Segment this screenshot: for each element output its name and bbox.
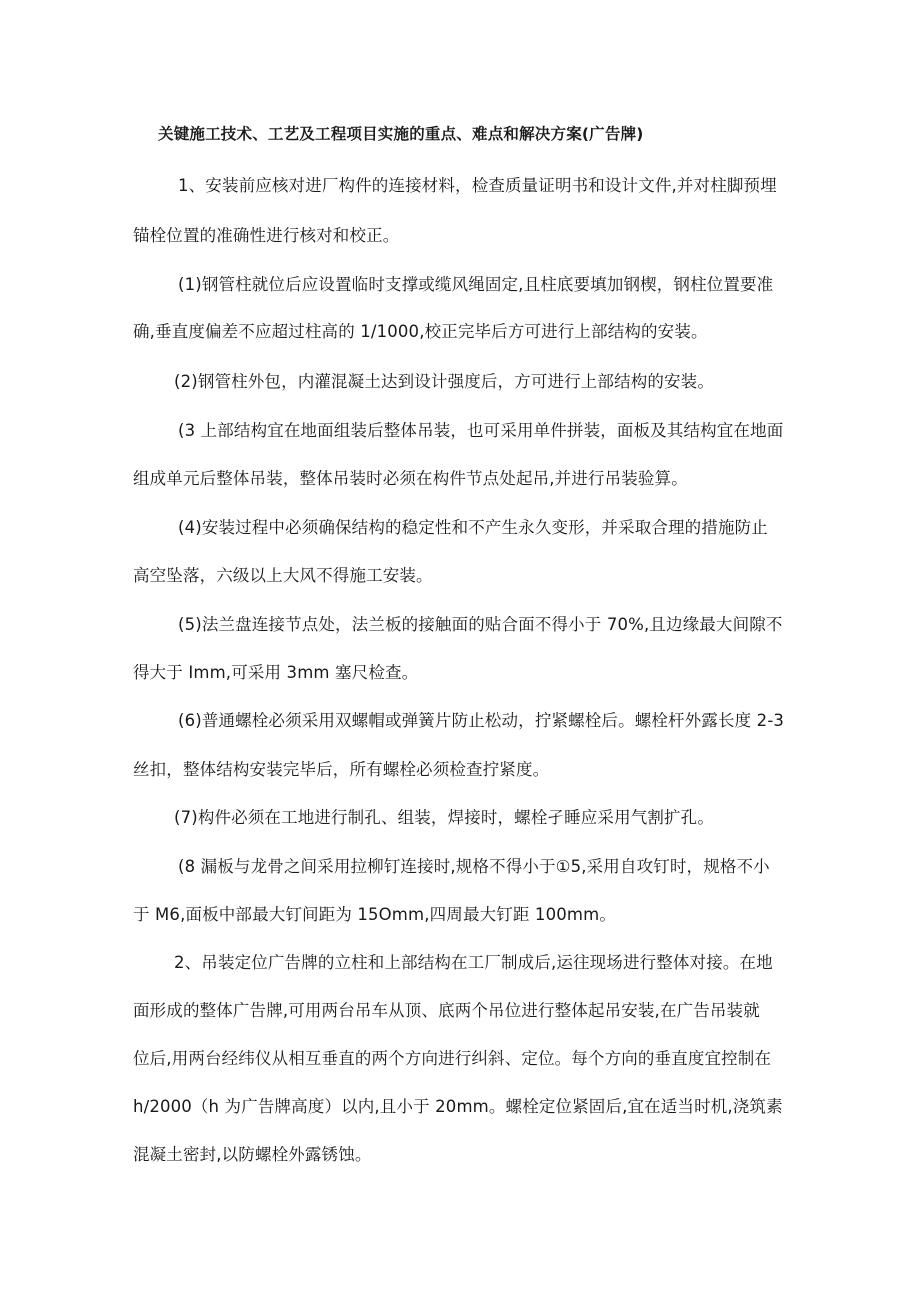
- document-title: 关键施工技术、工艺及工程项目实施的重点、难点和解决方案(广告牌): [158, 125, 644, 143]
- paragraph-line: 得大于 Imm,可采用 3mm 塞尺检查。: [133, 663, 419, 682]
- paragraph-line: 高空坠落，六级以上大风不得施工安装。: [133, 566, 433, 585]
- paragraph-line: 混凝土密封,以防螺栓外露锈蚀。: [133, 1145, 372, 1164]
- paragraph-line: (5)法兰盘连接节点处，法兰板的接触面的贴合面不得小于 70%,且边缘最大间隙不: [178, 615, 783, 634]
- paragraph-line: (1)钢管柱就位后应设置临时支撑或缆风绳固定,且柱底要填加钢楔，钢柱位置要准: [178, 275, 774, 294]
- paragraph-line: 于 M6,面板中部最大钉间距为 15Omm,四周最大钉距 100mm。: [133, 905, 616, 924]
- paragraph-line: 1、安装前应核对进厂构件的连接材料，检查质量证明书和设计文件,并对柱脚预埋: [178, 176, 777, 195]
- paragraph-line: 锚栓位置的准确性进行核对和校正。: [133, 226, 400, 245]
- paragraph-line: 丝扣，整体结构安装完毕后，所有螺栓必须检查拧紧度。: [133, 760, 550, 779]
- paragraph-line: 确,垂直度偏差不应超过柱高的 1/1000,校正完毕后方可进行上部结构的安装。: [133, 322, 708, 341]
- paragraph-line: (8 漏板与龙骨之间采用拉柳钉连接时,规格不得小于①5,采用自攻钉时，规格不小: [178, 857, 770, 876]
- paragraph-line: (4)安装过程中必须确保结构的稳定性和不产生永久变形，并采取合理的措施防止: [178, 518, 768, 537]
- paragraph-line: (7)构件必须在工地进行制孔、组装，焊接时，螺栓孑睡应采用气割扩孔。: [174, 808, 714, 827]
- paragraph-line: 面形成的整体广告牌,可用两台吊车从顶、底两个吊位进行整体起吊安装,在广告吊装就: [133, 1001, 760, 1020]
- paragraph-line: (6)普通螺栓必须采用双螺帽或弹簧片防止松动，拧紧螺栓后。螺栓杆外露长度 2-3: [178, 711, 785, 730]
- paragraph-line: 2、吊装定位广告牌的立柱和上部结构在工厂制成后,运往现场进行整体对接。在地: [174, 953, 773, 972]
- paragraph-line: 组成单元后整体吊装，整体吊装时必须在构件节点处起吊,并进行吊装验算。: [133, 469, 688, 488]
- paragraph-line: h∕2000（h 为广告牌高度）以内,且小于 20mm。螺栓定位紧固后,宜在适当时机,浇筑素: [133, 1097, 783, 1116]
- paragraph-line: (2)钢管柱外包，内灌混凝土达到设计强度后，方可进行上部结构的安装。: [174, 372, 714, 391]
- paragraph-line: 位后,用两台经纬仪从相互垂直的两个方向进行纠斜、定位。每个方向的垂直度宜控制在: [133, 1049, 772, 1068]
- paragraph-line: (3 上部结构宜在地面组装后整体吊装，也可采用单件拼装，面板及其结构宜在地面: [178, 421, 784, 440]
